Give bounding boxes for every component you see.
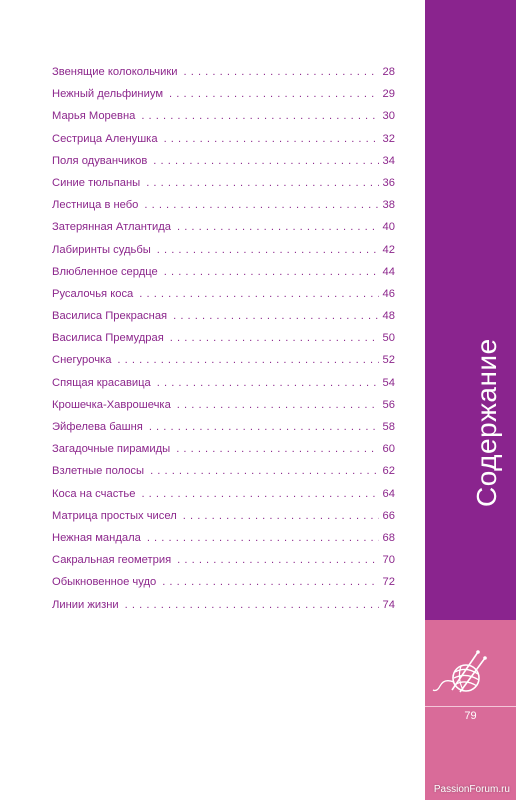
yarn-ball-with-needles-icon <box>430 648 488 698</box>
toc-entry <box>52 488 395 510</box>
toc-entry-title: Обыкновенное чудо <box>52 576 157 589</box>
toc-dot-leader <box>162 576 378 588</box>
toc-entry <box>52 266 395 288</box>
toc-entry-title: Василиса Премудрая <box>52 332 164 345</box>
toc-entry <box>52 199 395 221</box>
toc-entry-page: 38 <box>382 199 395 212</box>
toc-entry <box>52 554 395 576</box>
toc-entry-title: Спящая красавица <box>52 376 151 389</box>
toc-entry-page: 28 <box>382 66 395 78</box>
toc-entry-page: 56 <box>382 398 395 411</box>
toc-entry-page: 40 <box>382 221 395 234</box>
toc-dot-leader <box>157 377 379 389</box>
toc-entry-page: 68 <box>382 531 395 544</box>
toc-entry <box>52 288 395 310</box>
toc-entry-title: Линии жизни <box>52 598 119 611</box>
toc-entry-title: Синие тюльпаны <box>52 176 141 189</box>
toc-dot-leader <box>173 310 378 322</box>
toc-entry <box>52 532 395 554</box>
toc-entry-title: Снегурочка <box>52 354 112 367</box>
toc-entry <box>52 332 395 354</box>
toc-entry-title: Эйфелева башня <box>52 421 143 433</box>
toc-entry-title: Затерянная Атлантида <box>52 221 171 234</box>
toc-entry-page: 54 <box>382 376 395 389</box>
toc-entry <box>52 510 395 532</box>
toc-dot-leader <box>150 465 378 477</box>
toc-dot-leader <box>141 110 378 122</box>
section-title: Содержание <box>471 338 502 507</box>
toc-entry-page: 74 <box>382 598 395 611</box>
toc-dot-leader <box>169 88 379 100</box>
toc-entry-page: 36 <box>382 176 395 189</box>
toc-entry-title: Матрица простых чисел <box>52 509 177 522</box>
divider <box>425 706 516 707</box>
toc-dot-leader <box>176 443 378 455</box>
toc-entry-page: 62 <box>382 465 395 478</box>
toc-dot-leader <box>164 133 379 145</box>
toc-entry-page: 52 <box>382 354 395 367</box>
toc-entry-title: Сакральная геометрия <box>52 554 172 567</box>
toc-entry <box>52 465 395 487</box>
watermark: PassionForum.ru <box>433 784 510 795</box>
toc-dot-leader <box>177 221 379 233</box>
toc-dot-leader <box>170 332 379 344</box>
toc-entry-title: Нежная мандала <box>52 531 141 544</box>
toc-entry-title: Василиса Прекрасная <box>52 310 168 323</box>
toc-entry <box>52 599 395 621</box>
toc-entry <box>52 354 395 376</box>
toc-dot-leader <box>177 399 379 411</box>
toc-entry-page: 42 <box>382 243 395 256</box>
toc-entry <box>52 244 395 266</box>
toc-entry-page: 46 <box>382 287 395 300</box>
toc-dot-leader <box>149 421 379 433</box>
toc-entry-page: 72 <box>382 576 395 589</box>
table-of-contents <box>52 66 395 621</box>
toc-entry-page: 32 <box>382 132 395 145</box>
toc-entry <box>52 221 395 243</box>
toc-entry <box>52 443 395 465</box>
toc-entry <box>52 66 395 88</box>
toc-dot-leader <box>147 532 379 544</box>
toc-dot-leader <box>125 599 379 611</box>
section-title-container <box>425 0 516 620</box>
toc-entry-title: Коса на счастье <box>52 487 136 500</box>
toc-dot-leader <box>144 199 378 211</box>
toc-entry-title: Крошечка-Хаврошечка <box>52 398 171 411</box>
toc-entry-title: Лабиринты судьбы <box>52 243 151 256</box>
toc-entry <box>52 576 395 598</box>
toc-entry-title: Взлетные полосы <box>52 465 145 478</box>
side-band <box>425 0 516 800</box>
toc-dot-leader <box>117 354 378 366</box>
toc-entry <box>52 88 395 110</box>
toc-entry <box>52 177 395 199</box>
toc-entry-page: 48 <box>382 310 395 323</box>
toc-entry <box>52 110 395 132</box>
toc-entry-page: 29 <box>382 88 395 101</box>
toc-entry <box>52 421 395 443</box>
toc-dot-leader <box>146 177 378 189</box>
toc-entry <box>52 310 395 332</box>
toc-dot-leader <box>139 288 378 300</box>
toc-dot-leader <box>184 66 379 78</box>
toc-entry-page: 66 <box>382 509 395 522</box>
toc-entry-page: 58 <box>382 421 395 433</box>
toc-dot-leader <box>153 155 378 167</box>
toc-entry <box>52 399 395 421</box>
toc-entry-title: Загадочные пирамиды <box>52 443 171 456</box>
toc-entry-title: Лестница в небо <box>52 199 139 212</box>
toc-entry-page: 70 <box>382 554 395 567</box>
toc-entry <box>52 133 395 155</box>
toc-entry-page: 64 <box>382 487 395 500</box>
toc-entry-title: Влюбленное сердце <box>52 265 158 278</box>
toc-entry-title: Марья Моревна <box>52 110 136 123</box>
toc-dot-leader <box>157 244 379 256</box>
purple-band <box>425 0 516 620</box>
toc-entry-title: Нежный дельфиниум <box>52 88 164 101</box>
toc-dot-leader <box>183 510 379 522</box>
page-number: 79 <box>464 710 477 722</box>
toc-dot-leader <box>177 554 378 566</box>
toc-entry-title: Звенящие колокольчики <box>52 66 178 78</box>
toc-entry-title: Сестрица Аленушка <box>52 132 158 145</box>
toc-dot-leader <box>164 266 379 278</box>
toc-entry <box>52 377 395 399</box>
toc-entry-page: 44 <box>382 265 395 278</box>
toc-entry-title: Русалочья коса <box>52 287 134 300</box>
toc-dot-leader <box>141 488 378 500</box>
pink-band <box>425 620 516 800</box>
toc-entry-title: Поля одуванчиков <box>52 154 148 167</box>
toc-entry-page: 50 <box>382 332 395 345</box>
toc-entry <box>52 155 395 177</box>
toc-entry-page: 60 <box>382 443 395 456</box>
toc-entry-page: 30 <box>382 110 395 123</box>
toc-entry-page: 34 <box>382 154 395 167</box>
